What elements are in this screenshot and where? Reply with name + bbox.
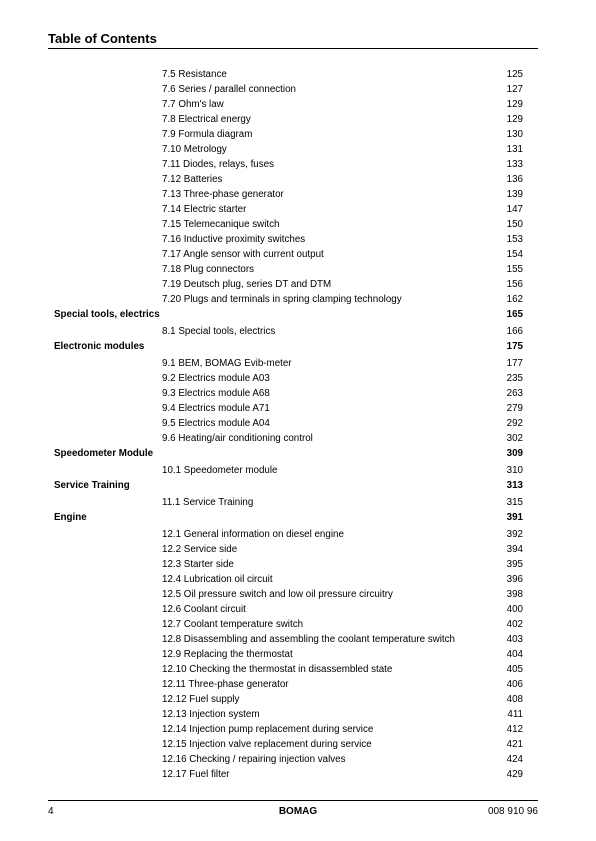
- toc-entry-label: Engine: [54, 512, 87, 523]
- toc-entry[interactable]: [0, 737, 596, 752]
- toc-entry-label: 7.14 Electric starter: [162, 204, 247, 215]
- toc-entry-page: 411: [507, 709, 523, 720]
- toc-entry[interactable]: [0, 767, 596, 782]
- toc-entry-label: 12.13 Injection system: [162, 709, 260, 720]
- toc-entry[interactable]: [0, 647, 596, 662]
- toc-entry-page: 424: [506, 754, 523, 765]
- toc-entry-page: 147: [506, 204, 523, 215]
- footer-brand: BOMAG: [278, 806, 318, 817]
- toc-entry-page: 406: [506, 679, 523, 690]
- toc-entry[interactable]: [0, 217, 596, 232]
- toc-entry-label: 7.10 Metrology: [162, 144, 227, 155]
- toc-entry-page: 165: [506, 309, 523, 320]
- toc-entry-page: 429: [506, 769, 523, 780]
- toc-entry[interactable]: [0, 617, 596, 632]
- toc-entry-label: Special tools, electrics: [54, 309, 160, 320]
- toc-entry-label: 9.5 Electrics module A04: [162, 418, 270, 429]
- toc-entry-page: 404: [506, 649, 523, 660]
- toc-entry-label: 12.5 Oil pressure switch and low oil pressure circuitry: [162, 589, 393, 600]
- toc-list: [0, 67, 596, 782]
- toc-entry[interactable]: [0, 247, 596, 262]
- toc-entry-page: 136: [506, 174, 523, 185]
- toc-entry[interactable]: [0, 371, 596, 386]
- toc-entry-label: 12.8 Disassembling and assembling the coolant temperature switch: [162, 634, 455, 645]
- toc-entry-label: 12.10 Checking the thermostat in disassembled state: [162, 664, 393, 675]
- toc-entry-page: 405: [506, 664, 523, 675]
- toc-entry-label: 9.4 Electrics module A71: [162, 403, 270, 414]
- toc-entry-page: 396: [506, 574, 523, 585]
- toc-entry[interactable]: [0, 707, 596, 722]
- toc-entry-page: 402: [506, 619, 523, 630]
- toc-section-entry[interactable]: [0, 307, 596, 323]
- toc-entry-label: 7.12 Batteries: [162, 174, 223, 185]
- toc-entry-page: 310: [506, 465, 523, 476]
- toc-section-entry[interactable]: [0, 339, 596, 355]
- toc-entry-page: 400: [506, 604, 523, 615]
- toc-entry-label: 7.13 Three-phase generator: [162, 189, 284, 200]
- toc-entry[interactable]: [0, 157, 596, 172]
- toc-entry-label: 7.20 Plugs and terminals in spring clamping technology: [162, 294, 402, 305]
- toc-entry[interactable]: [0, 187, 596, 202]
- toc-entry-label: 12.4 Lubrication oil circuit: [162, 574, 273, 585]
- toc-entry-label: Service Training: [54, 480, 130, 491]
- toc-entry-page: 309: [506, 448, 523, 459]
- toc-entry[interactable]: [0, 202, 596, 217]
- toc-entry-label: 9.3 Electrics module A68: [162, 388, 270, 399]
- toc-entry-page: 391: [506, 512, 523, 523]
- toc-entry-label: 7.16 Inductive proximity switches: [162, 234, 306, 245]
- toc-entry-label: 12.12 Fuel supply: [162, 694, 240, 705]
- toc-entry-label: 9.2 Electrics module A03: [162, 373, 270, 384]
- toc-entry-page: 392: [506, 529, 523, 540]
- toc-section-entry[interactable]: [0, 510, 596, 526]
- toc-entry[interactable]: [0, 632, 596, 647]
- toc-entry[interactable]: [0, 722, 596, 737]
- toc-entry-label: 12.16 Checking / repairing injection valves: [162, 754, 346, 765]
- toc-entry[interactable]: [0, 232, 596, 247]
- toc-entry[interactable]: [0, 602, 596, 617]
- toc-entry[interactable]: [0, 292, 596, 307]
- toc-entry-page: 302: [506, 433, 523, 444]
- toc-entry-label: 12.14 Injection pump replacement during service: [162, 724, 374, 735]
- toc-entry-page: 153: [506, 234, 523, 245]
- toc-entry-page: 155: [506, 264, 523, 275]
- toc-entry-page: 156: [506, 279, 523, 290]
- toc-entry[interactable]: [0, 463, 596, 478]
- toc-entry-page: 125: [506, 69, 523, 80]
- toc-entry-label: 7.17 Angle sensor with current output: [162, 249, 324, 260]
- toc-entry-label: 8.1 Special tools, electrics: [162, 326, 276, 337]
- toc-entry-page: 177: [506, 358, 523, 369]
- toc-entry-page: 398: [506, 589, 523, 600]
- toc-entry-label: 12.1 General information on diesel engine: [162, 529, 344, 540]
- toc-entry-page: 131: [506, 144, 523, 155]
- toc-entry[interactable]: [0, 692, 596, 707]
- toc-entry[interactable]: [0, 587, 596, 602]
- toc-entry[interactable]: [0, 542, 596, 557]
- toc-entry-page: 263: [506, 388, 523, 399]
- toc-entry-label: 7.6 Series / parallel connection: [162, 84, 296, 95]
- page-title: Table of Contents: [48, 31, 157, 46]
- toc-entry[interactable]: [0, 127, 596, 142]
- toc-entry-label: 12.6 Coolant circuit: [162, 604, 246, 615]
- toc-entry-label: 9.6 Heating/air conditioning control: [162, 433, 313, 444]
- toc-entry-label: 7.5 Resistance: [162, 69, 227, 80]
- toc-entry-label: 7.15 Telemecanique switch: [162, 219, 280, 230]
- toc-entry[interactable]: [0, 752, 596, 767]
- toc-entry[interactable]: [0, 112, 596, 127]
- toc-entry[interactable]: [0, 386, 596, 401]
- toc-entry-page: 162: [506, 294, 523, 305]
- toc-entry-label: 7.7 Ohm's law: [162, 99, 224, 110]
- toc-entry-label: 12.11 Three-phase generator: [162, 679, 289, 690]
- toc-entry[interactable]: [0, 662, 596, 677]
- toc-entry-page: 395: [506, 559, 523, 570]
- footer-rule: [48, 800, 538, 801]
- toc-entry-label: 12.7 Coolant temperature switch: [162, 619, 304, 630]
- toc-entry-label: 12.17 Fuel filter: [162, 769, 230, 780]
- footer-doc-number: 008 910 96: [487, 806, 538, 817]
- toc-entry-label: 12.3 Starter side: [162, 559, 234, 570]
- toc-entry-page: 129: [506, 99, 523, 110]
- toc-entry-page: 133: [506, 159, 523, 170]
- footer-page-number: 4: [48, 806, 54, 817]
- toc-entry-page: 394: [506, 544, 523, 555]
- toc-entry-page: 139: [506, 189, 523, 200]
- toc-entry-page: 175: [506, 341, 523, 352]
- toc-entry-label: 9.1 BEM, BOMAG Evib-meter: [162, 358, 292, 369]
- toc-entry-label: 7.8 Electrical energy: [162, 114, 251, 125]
- toc-entry-label: 7.18 Plug connectors: [162, 264, 255, 275]
- toc-entry[interactable]: [0, 495, 596, 510]
- toc-entry[interactable]: [0, 97, 596, 112]
- toc-entry[interactable]: [0, 572, 596, 587]
- toc-entry-label: 12.9 Replacing the thermostat: [162, 649, 293, 660]
- toc-entry[interactable]: [0, 172, 596, 187]
- toc-entry[interactable]: [0, 324, 596, 339]
- toc-entry-page: 313: [506, 480, 523, 491]
- toc-section-entry[interactable]: [0, 478, 596, 494]
- toc-entry-label: 7.9 Formula diagram: [162, 129, 253, 140]
- toc-entry-label: Speedometer Module: [54, 448, 154, 459]
- toc-entry-page: 421: [506, 739, 523, 750]
- toc-entry-label: 11.1 Service Training: [162, 497, 254, 508]
- toc-entry[interactable]: [0, 67, 596, 82]
- toc-entry-page: 166: [506, 326, 523, 337]
- toc-entry[interactable]: [0, 142, 596, 157]
- toc-entry[interactable]: [0, 557, 596, 572]
- toc-entry[interactable]: [0, 401, 596, 416]
- toc-entry-label: 7.11 Diodes, relays, fuses: [162, 159, 274, 170]
- toc-entry-page: 127: [506, 84, 523, 95]
- toc-entry-label: Electronic modules: [54, 341, 145, 352]
- toc-entry[interactable]: [0, 431, 596, 446]
- toc-entry[interactable]: [0, 82, 596, 97]
- toc-entry-page: 292: [506, 418, 523, 429]
- toc-entry[interactable]: [0, 277, 596, 292]
- toc-entry[interactable]: [0, 677, 596, 692]
- toc-entry-page: 154: [506, 249, 523, 260]
- toc-section-entry[interactable]: [0, 446, 596, 462]
- toc-entry-page: 315: [506, 497, 523, 508]
- toc-entry-page: 235: [506, 373, 523, 384]
- toc-entry-page: 129: [506, 114, 523, 125]
- toc-entry[interactable]: [0, 356, 596, 371]
- toc-entry-page: 279: [506, 403, 523, 414]
- toc-entry-label: 12.2 Service side: [162, 544, 238, 555]
- toc-entry-page: 130: [506, 129, 523, 140]
- toc-entry-page: 403: [506, 634, 523, 645]
- toc-entry[interactable]: [0, 262, 596, 277]
- toc-entry-page: 412: [506, 724, 523, 735]
- toc-entry-label: 12.15 Injection valve replacement during service: [162, 739, 372, 750]
- toc-entry-label: 10.1 Speedometer module: [162, 465, 278, 476]
- toc-entry[interactable]: [0, 527, 596, 542]
- toc-entry-label: 7.19 Deutsch plug, series DT and DTM: [162, 279, 332, 290]
- toc-entry-page: 150: [506, 219, 523, 230]
- toc-entry-page: 408: [506, 694, 523, 705]
- header-rule: [48, 48, 538, 49]
- toc-entry[interactable]: [0, 416, 596, 431]
